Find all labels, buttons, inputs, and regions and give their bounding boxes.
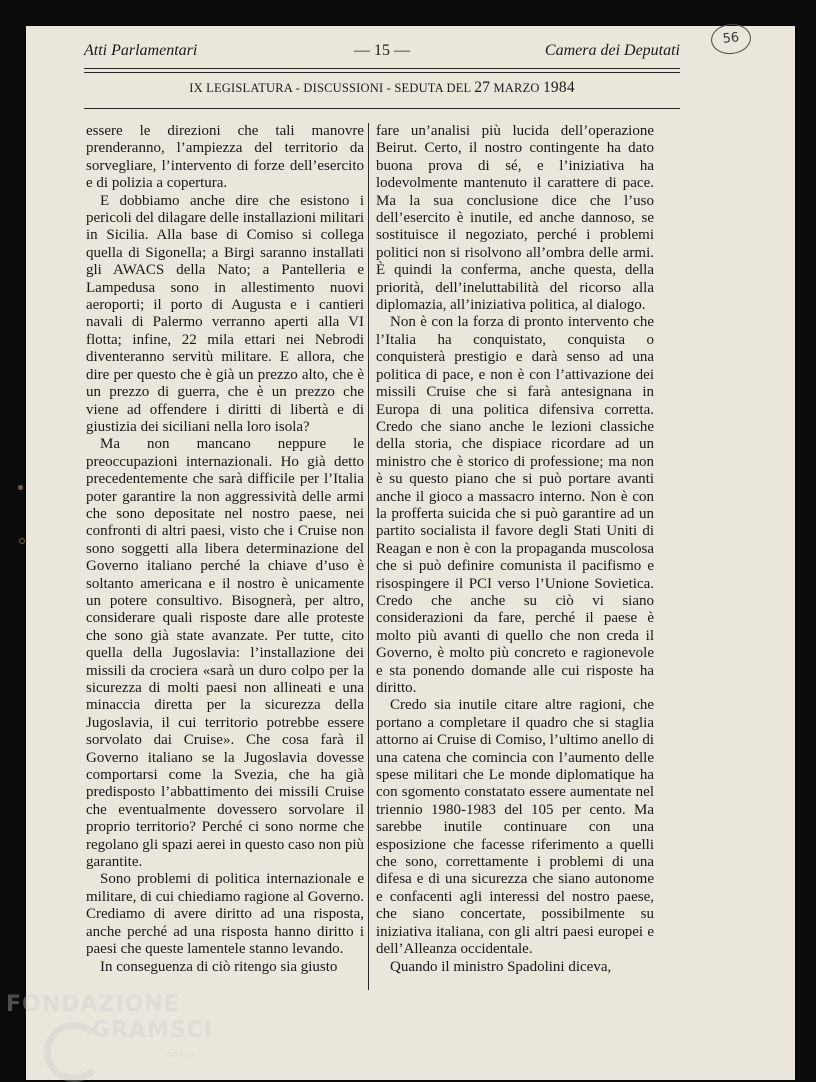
watermark-line2: GRAMSCI <box>92 1018 214 1043</box>
paragraph: Quando il ministro Spadolini diceva, <box>390 958 612 975</box>
paragraph: Ma non mancano neppure le preoccupazioni internazionali. Ho già detto precedentemente che sarà difficile per l’Italia poter garantire la non aggressività delle armi che sono depositate nel nostro paese, nei confronti di altri paesi, visto che i Cruise non sono soggetti alla libera determinazione del Governo italiano perché la chiave d’uso è soltanto americana e il nostro è unicamente un potere consultivo. Bisognerà, per altro, considerare quali risposte dare alle proteste che sono già state avanzate. Per tutte, cito quella della Jugoslavia: l’installazione dei missili da crociera «sarà un duro colpo per la sicurezza di molti paesi non allineati e una minaccia diretta per la sicurezza della Jugoslavia, il cui territorio potrebbe essere sorvolato dai Cruise». Che cosa farà il Governo italiano se la Jugoslavia dovesse comportarsi come la Svezia, che ha già predisposto l’abbattimento dei missili Cruise che eventualmente dovessero sorvolare il proprio territorio? Perché ci sono norme che regolano gli spazi aerei in questo caso non più garantite. <box>86 436 364 871</box>
right-column <box>376 123 654 976</box>
header-rule-thin <box>84 72 680 73</box>
paragraph: E dobbiamo anche dire che esistono i pericoli del dilagare delle installazioni militari in Sicilia. Alla base di Comiso si collega quella di Sigonella; a Birgi saranno installati gli AWACS della Nato; a Pantelleria e Lampedusa sono in allestimento nuovi aeroporti; il porto di Augusta e i cantieri navali di Palermo verranno aperti alla VI flotta; infine, 22 mila ettari nei Nebrodi diventeranno servitù militare. E allora, che dire per questo che è già un prezzo alto, che è un prezzo di guerra, che è un prezzo che viene ad offendere i diritti di libertà e di giustizia dei siciliani nella loro isola? <box>86 192 364 435</box>
watermark-line3: onlus <box>166 1050 196 1060</box>
page-number-stamp: 56 <box>710 22 753 56</box>
session-day: 27 <box>474 79 491 96</box>
paragraph: fare un’analisi più lucida dell’operazione Beirut. Certo, il nostro contingente ha dato buona prova di sé, e l’iniziativa ha lodevolmente mantenuto il carattere di pace. Ma la sua conclusione dice che l’uso dell’esercito è inutile, ed anche dannoso, se sostituisce il negoziato, perché i problemi politici non si risolvono all’ombra delle armi. È quindi la conferma, anche questa, della priorità, dell’ineluttabilità del ricorso alla diplomazia, all’iniziativa politica, al dialogo. <box>376 123 654 314</box>
column-divider <box>368 123 369 990</box>
session-year: 1984 <box>542 79 575 96</box>
margin-mark <box>19 538 25 544</box>
header-left: Atti Parlamentari <box>84 42 198 59</box>
paragraph: essere le direzioni che tali manovre prenderanno, l’ampiezza del territorio da sorvegliare, l’intervento di forze dell’esercito e di polizia a copertura. <box>86 123 364 192</box>
session-month: MARZO <box>490 81 543 95</box>
margin-mark <box>18 485 23 490</box>
watermark-logo <box>6 988 226 1078</box>
paragraph: Non è con la forza di pronto intervento che l’Italia ha conquistato, conquista o conquisterà prestigio e darà senso ad una politica di pace, e non è con l’attivazione dei missili Cruise che si farà antesignana in Europa di una politica difensiva corretta. Credo che siano anche le lezioni classiche della storia, che dispiace ricordare ad un ministro che è storico di professione; ma non è su questo piano che si può portare avanti anche il gioco a massacro interno. Non è con la profferta suicida che si può garantire ad un partito socialista il favore degli Stati Uniti di Reagan e non è con la propaganda muscolosa che si può definire comunista il pacifismo e risospingere il PCI verso l’Unione Sovietica. Credo che anche su ciò vi siano considerazioni da fare, perché il paese è molto più avanti di quello che non creda il Governo, è molto più concreto e ragionevole e sta ponendo domande alle cui risposte ha diritto. <box>376 314 654 696</box>
paragraph: In conseguenza di ciò ritengo sia giusto <box>100 958 338 975</box>
header-page-number: — 15 — <box>354 42 410 59</box>
paragraph: Credo sia inutile citare altre ragioni, che portano a completare il quadro che si staglia attorno ai Cruise di Comiso, l’ultimo anello di una catena che comincia con l’aumento delle spese militari che Le monde diplomatique ha con sgomento constatato essere aumentate nel triennio 1980-1983 del 105 per cento. Ma sarebbe inutile continuare con una esposizione che facesse riferimento a quelli che sono, correttamente i problemi di una difesa e di una sicurezza che siano autonome e confacenti agli interessi del nostro paese, che siano concertate, possibilmente su iniziativa italiana, con gli altri paesi europei e dell’Alleanza occidentale. <box>376 697 654 958</box>
left-column <box>86 123 364 976</box>
paragraph: Sono problemi di politica internazionale e militare, di cui chiediamo ragione al Governo. Crediamo di avere diritto ad una risposta, anche perché ad una risposta hanno diritto i paesi che queste lamentele stanno levando. <box>86 871 364 958</box>
page-header <box>84 42 680 66</box>
header-right: Camera dei Deputati <box>544 42 680 59</box>
header-rule <box>84 68 680 69</box>
session-prefix: IX LEGISLATURA - DISCUSSIONI - SEDUTA DEL <box>189 81 475 95</box>
subheader-rule <box>84 108 680 109</box>
session-line <box>84 79 680 97</box>
watermark-line1: FONDAZIONE <box>6 992 180 1017</box>
